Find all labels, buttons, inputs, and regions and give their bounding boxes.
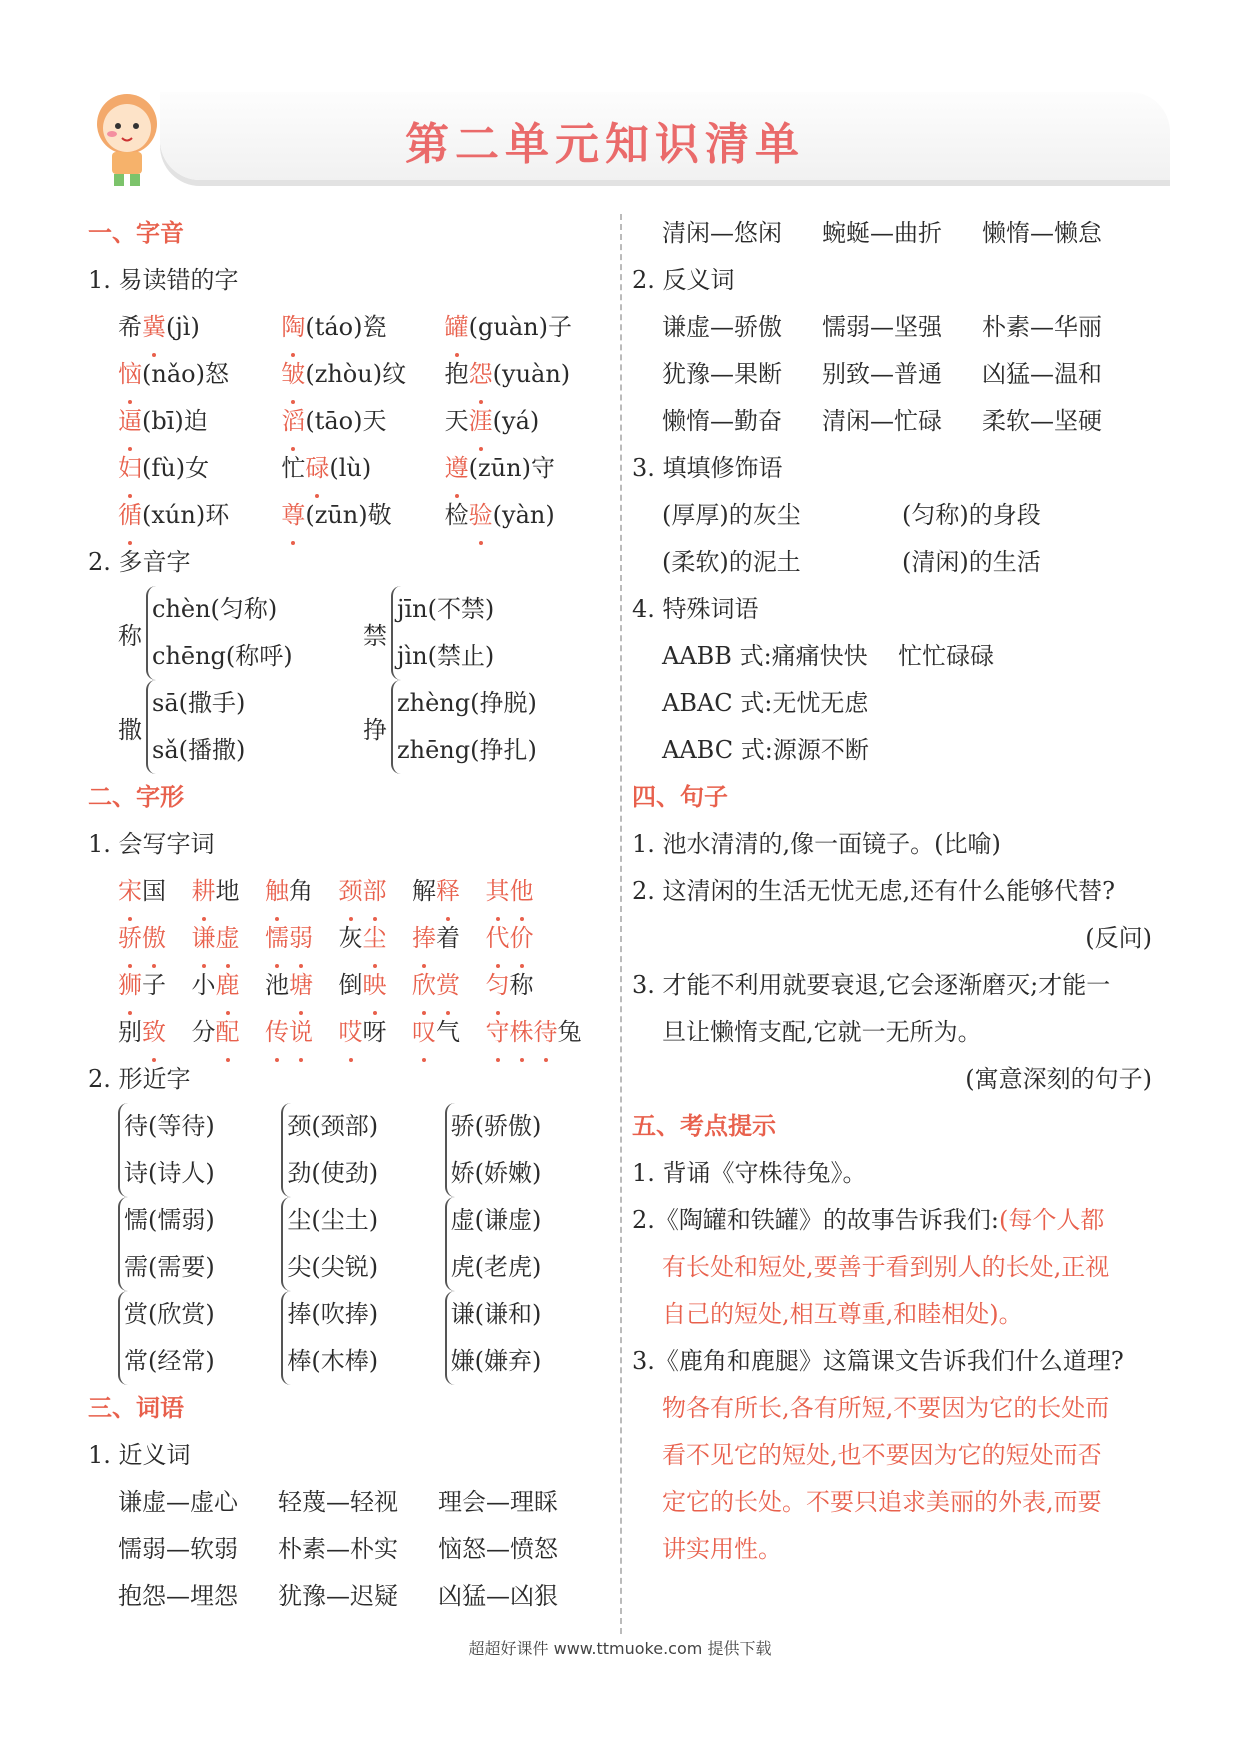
subsection-title: 2. 反义词 bbox=[632, 266, 735, 294]
synonym-row bbox=[88, 1526, 608, 1573]
similar-char-pair bbox=[118, 1103, 281, 1197]
similar-char-pair bbox=[281, 1291, 444, 1385]
character: 气 bbox=[436, 1018, 460, 1046]
pinyin: (lù) bbox=[329, 454, 372, 482]
word-item bbox=[265, 1009, 339, 1056]
character: 哎 bbox=[339, 1009, 363, 1056]
antonym-pair: 懦弱—坚强 bbox=[822, 313, 942, 341]
similar-char-list bbox=[88, 1103, 608, 1385]
special-word-line: AABC 式:源源不断 bbox=[662, 736, 869, 764]
tip-answer: 有长处和短处,要善于看到别人的长处,正视 bbox=[662, 1253, 1110, 1281]
similar-char-pair bbox=[281, 1103, 444, 1197]
character: 尊 bbox=[281, 492, 305, 539]
special-word-line: AABB 式:痛痛快快 忙忙碌碌 bbox=[662, 642, 995, 670]
character: 角 bbox=[289, 877, 313, 905]
synonym-pair: 蜿蜒—曲折 bbox=[822, 219, 942, 247]
character: 陶 bbox=[281, 304, 305, 351]
brace bbox=[281, 1197, 378, 1291]
similar-char: 赏(欣赏) bbox=[124, 1300, 215, 1328]
word-item bbox=[265, 915, 339, 962]
pinyin: (bī) bbox=[142, 407, 184, 435]
polyphone-item bbox=[363, 680, 608, 774]
character: 触 bbox=[265, 868, 289, 915]
polyphone-char: 挣 bbox=[363, 715, 387, 744]
brace bbox=[118, 1291, 215, 1385]
pronunciation-item bbox=[445, 351, 608, 398]
antonym-list bbox=[632, 304, 1172, 445]
pinyin: (tāo) bbox=[305, 407, 363, 435]
pronunciation-item bbox=[281, 304, 444, 351]
reading: chēng(称呼) bbox=[152, 642, 293, 670]
character: 敬 bbox=[367, 501, 392, 529]
synonym-pair: 犹豫—迟疑 bbox=[278, 1582, 398, 1610]
word-item bbox=[486, 1009, 609, 1056]
sentence-tag: (反问) bbox=[1085, 924, 1152, 952]
pronunciation-item bbox=[281, 398, 444, 445]
pronunciation-row bbox=[88, 445, 608, 492]
similar-char: 虎(老虎) bbox=[450, 1253, 542, 1281]
brace bbox=[445, 1103, 542, 1197]
character: 其 bbox=[486, 868, 510, 915]
pronunciation-item bbox=[118, 351, 281, 398]
word-item bbox=[412, 962, 486, 1009]
pronunciation-item bbox=[281, 492, 444, 539]
synonym-list bbox=[88, 1479, 608, 1620]
synonym-row bbox=[88, 1479, 608, 1526]
polyphone-item bbox=[363, 586, 608, 680]
character: 耕 bbox=[192, 868, 216, 915]
pronunciation-item bbox=[445, 398, 608, 445]
similar-char: 常(经常) bbox=[124, 1347, 215, 1375]
polyphone-item bbox=[118, 586, 363, 680]
character: 释 bbox=[436, 868, 460, 915]
character: 称 bbox=[509, 971, 534, 999]
word-item bbox=[486, 962, 609, 1009]
character: 傲 bbox=[142, 915, 166, 962]
modifier-item: (匀称)的身段 bbox=[902, 501, 1041, 529]
character: 验 bbox=[469, 492, 493, 539]
character: 循 bbox=[118, 492, 142, 539]
character: 地 bbox=[215, 877, 240, 905]
pronunciation-list bbox=[88, 304, 608, 539]
tip-item bbox=[632, 1197, 1172, 1244]
similar-char: 诗(诗人) bbox=[124, 1159, 215, 1187]
pronunciation-row bbox=[88, 304, 608, 351]
modifier-item: (厚厚)的灰尘 bbox=[662, 501, 801, 529]
character: 尘 bbox=[363, 915, 387, 962]
character: 呀 bbox=[362, 1018, 387, 1046]
pronunciation-item bbox=[118, 445, 281, 492]
character: 说 bbox=[289, 1009, 313, 1056]
tip-question: 2.《陶罐和铁罐》的故事告诉我们: bbox=[632, 1206, 999, 1234]
character: 着 bbox=[436, 924, 460, 952]
word-item bbox=[339, 962, 413, 1009]
pinyin: (nǎo) bbox=[142, 360, 205, 388]
similar-char: 待(等待) bbox=[124, 1112, 215, 1140]
modifier-item: (清闲)的生活 bbox=[902, 548, 1041, 576]
tip-item: 3.《鹿角和鹿腿》这篇课文告诉我们什么道理? bbox=[632, 1347, 1124, 1375]
character: 罐 bbox=[445, 304, 469, 351]
character: 他 bbox=[510, 868, 534, 915]
character: 骄 bbox=[118, 915, 142, 962]
character: 瓷 bbox=[362, 313, 387, 341]
synonym-row bbox=[88, 1573, 608, 1620]
antonym-pair: 清闲—忙碌 bbox=[822, 407, 942, 435]
character: 谦 bbox=[192, 915, 216, 962]
character: 天 bbox=[362, 407, 387, 435]
pinyin: (guàn) bbox=[468, 313, 548, 341]
character: 子 bbox=[142, 971, 166, 999]
sentence-item: 旦让懒惰支配,它就一无所为。 bbox=[662, 1018, 982, 1046]
pronunciation-item bbox=[118, 304, 281, 351]
word-item bbox=[412, 915, 486, 962]
word-item bbox=[192, 962, 266, 1009]
similar-char-pair bbox=[281, 1197, 444, 1291]
antonym-row bbox=[632, 304, 1172, 351]
subsection-title: 3. 填填修饰语 bbox=[632, 454, 783, 482]
synonym-pair: 清闲—悠闲 bbox=[662, 219, 782, 247]
sentence-item: 1. 池水清清的,像一面镜子。(比喻) bbox=[632, 830, 1001, 858]
brace bbox=[281, 1103, 378, 1197]
polyphone-char: 禁 bbox=[363, 621, 387, 650]
synonym-pair: 恼怒—愤怒 bbox=[438, 1535, 558, 1563]
character: 叹 bbox=[412, 1009, 436, 1056]
pinyin: (fù) bbox=[142, 454, 186, 482]
character: 致 bbox=[142, 1009, 166, 1056]
character: 守 bbox=[530, 454, 555, 482]
pronunciation-row bbox=[88, 398, 608, 445]
section-title-exam-tips: 五、考点提示 bbox=[632, 1112, 776, 1140]
modifier-row bbox=[632, 492, 1172, 539]
similar-char-row bbox=[88, 1197, 608, 1291]
pinyin: (zhòu) bbox=[305, 360, 383, 388]
pronunciation-item bbox=[445, 492, 608, 539]
subsection-title: 4. 特殊词语 bbox=[632, 595, 759, 623]
word-item bbox=[412, 1009, 486, 1056]
character: 价 bbox=[510, 915, 534, 962]
character: 池 bbox=[265, 971, 289, 999]
pronunciation-row bbox=[88, 351, 608, 398]
word-row bbox=[88, 868, 608, 915]
synonym-pair: 凶猛—凶狠 bbox=[438, 1582, 558, 1610]
word-item bbox=[192, 915, 266, 962]
character: 怨 bbox=[469, 351, 493, 398]
similar-char: 尖(尖锐) bbox=[287, 1253, 379, 1281]
word-row bbox=[88, 962, 608, 1009]
character: 株 bbox=[510, 1009, 534, 1056]
left-column bbox=[88, 210, 608, 1620]
antonym-pair: 谦虚—骄傲 bbox=[662, 313, 782, 341]
character: 颈 bbox=[339, 868, 363, 915]
character: 分 bbox=[191, 1018, 216, 1046]
synonym-pair: 抱怨—埋怨 bbox=[118, 1582, 238, 1610]
character: 虚 bbox=[216, 915, 240, 962]
similar-char: 谦(谦和) bbox=[450, 1300, 542, 1328]
antonym-pair: 柔软—坚硬 bbox=[982, 407, 1102, 435]
similar-char: 棒(木棒) bbox=[287, 1347, 379, 1375]
word-item bbox=[339, 1009, 413, 1056]
pinyin: (táo) bbox=[305, 313, 363, 341]
character: 女 bbox=[185, 454, 210, 482]
pronunciation-item bbox=[118, 398, 281, 445]
character: 环 bbox=[205, 501, 230, 529]
similar-char-pair bbox=[445, 1103, 608, 1197]
character: 塘 bbox=[289, 962, 313, 1009]
similar-char: 捧(吹捧) bbox=[287, 1300, 379, 1328]
character: 冀 bbox=[142, 304, 166, 351]
title-banner bbox=[160, 92, 1170, 180]
character: 别 bbox=[118, 1018, 142, 1046]
character: 赏 bbox=[436, 962, 460, 1009]
pinyin: (yuàn) bbox=[492, 360, 571, 388]
character: 狮 bbox=[118, 962, 142, 1009]
similar-char: 懦(懦弱) bbox=[124, 1206, 215, 1234]
sentence-item: 2. 这清闲的生活无忧无虑,还有什么能够代替? bbox=[632, 877, 1116, 905]
word-item bbox=[339, 915, 413, 962]
character: 弱 bbox=[289, 915, 313, 962]
pronunciation-row bbox=[88, 492, 608, 539]
similar-char: 骄(骄傲) bbox=[450, 1112, 542, 1140]
section-title-sentences: 四、句子 bbox=[632, 783, 728, 811]
reading: zhèng(挣脱) bbox=[397, 689, 537, 717]
character: 抱 bbox=[444, 360, 469, 388]
character: 皱 bbox=[281, 351, 305, 398]
footer-credit: 超超好课件 www.ttmuoke.com 提供下载 bbox=[468, 1639, 772, 1658]
character: 滔 bbox=[281, 398, 305, 445]
similar-char-pair bbox=[118, 1197, 281, 1291]
modifier-row bbox=[632, 539, 1172, 586]
synonym-pair: 懒惰—懒怠 bbox=[982, 219, 1102, 247]
reading: jìn(禁止) bbox=[397, 642, 495, 670]
character: 碌 bbox=[305, 445, 329, 492]
sentence-tag: (寓意深刻的句子) bbox=[965, 1065, 1152, 1093]
similar-char: 劲(使劲) bbox=[287, 1159, 379, 1187]
pronunciation-item bbox=[445, 445, 608, 492]
similar-char: 虚(谦虚) bbox=[450, 1206, 542, 1234]
tip-answer: 物各有所长,各有所短,不要因为它的长处而 bbox=[662, 1394, 1110, 1422]
section-title-shape: 二、字形 bbox=[88, 783, 184, 811]
similar-char-row bbox=[88, 1103, 608, 1197]
tip-answer: 看不见它的短处,也不要因为它的短处而否 bbox=[662, 1441, 1102, 1469]
brace bbox=[118, 1197, 215, 1291]
reading: sā(撒手) bbox=[152, 689, 246, 717]
character: 检 bbox=[444, 501, 469, 529]
synonym-pair: 谦虚—虚心 bbox=[118, 1488, 238, 1516]
sentence-item: 3. 才能不利用就要衰退,它会逐渐磨灭;才能一 bbox=[632, 971, 1111, 999]
character: 懦 bbox=[265, 915, 289, 962]
tip-answer: 自己的短处,相互尊重,和睦相处)。 bbox=[662, 1300, 1023, 1328]
synonym-row bbox=[632, 210, 1172, 257]
word-item bbox=[265, 868, 339, 915]
antonym-row bbox=[632, 351, 1172, 398]
synonym-pair: 懦弱—软弱 bbox=[118, 1535, 238, 1563]
character: 希 bbox=[118, 313, 142, 341]
character: 迫 bbox=[183, 407, 208, 435]
word-item bbox=[412, 868, 486, 915]
character: 纹 bbox=[382, 360, 407, 388]
tip-answer: 讲实用性。 bbox=[662, 1535, 782, 1563]
synonym-pair: 轻蔑—轻视 bbox=[278, 1488, 398, 1516]
character: 怒 bbox=[204, 360, 229, 388]
antonym-pair: 别致—普通 bbox=[822, 360, 942, 388]
subsection-title: 2. 形近字 bbox=[88, 1065, 191, 1093]
tip-answer: 定它的长处。不要只追求美丽的外表,而要 bbox=[662, 1488, 1102, 1516]
subsection-title: 1. 会写字词 bbox=[88, 830, 215, 858]
character: 鹿 bbox=[216, 962, 240, 1009]
similar-char-pair bbox=[445, 1291, 608, 1385]
character: 映 bbox=[363, 962, 387, 1009]
pinyin: (jì) bbox=[166, 313, 200, 341]
antonym-row bbox=[632, 398, 1172, 445]
similar-char-pair bbox=[118, 1291, 281, 1385]
character: 遵 bbox=[445, 445, 469, 492]
synonym-pair: 理会—理睬 bbox=[438, 1488, 558, 1516]
word-row bbox=[88, 915, 608, 962]
reading: zhēng(挣扎) bbox=[397, 736, 537, 764]
character: 涯 bbox=[469, 398, 493, 445]
character: 传 bbox=[265, 1009, 289, 1056]
antonym-pair: 朴素—华丽 bbox=[982, 313, 1102, 341]
character: 宋 bbox=[118, 868, 142, 915]
character: 守 bbox=[486, 1009, 510, 1056]
polyphone-char: 称 bbox=[118, 621, 142, 650]
word-item bbox=[118, 1009, 192, 1056]
subsection-title: 1. 近义词 bbox=[88, 1441, 191, 1469]
similar-char-row bbox=[88, 1291, 608, 1385]
tip-answer: (每个人都 bbox=[998, 1206, 1105, 1234]
reading: sǎ(播撒) bbox=[152, 736, 246, 764]
character: 欣 bbox=[412, 962, 436, 1009]
brace bbox=[281, 1291, 378, 1385]
reading: chèn(匀称) bbox=[152, 595, 278, 623]
character: 捧 bbox=[412, 915, 436, 962]
word-item bbox=[118, 915, 192, 962]
character: 忙 bbox=[281, 454, 306, 482]
section-title-pronunciation: 一、字音 bbox=[88, 219, 184, 247]
word-item bbox=[192, 1009, 266, 1056]
pinyin: (yàn) bbox=[492, 501, 555, 529]
subsection-title: 1. 易读错的字 bbox=[88, 266, 239, 294]
word-item bbox=[339, 868, 413, 915]
polyphone-row bbox=[88, 680, 608, 774]
brace bbox=[445, 1197, 542, 1291]
synonym-pair: 朴素—朴实 bbox=[278, 1535, 398, 1563]
pronunciation-item bbox=[118, 492, 281, 539]
character: 匀 bbox=[486, 962, 510, 1009]
character: 国 bbox=[142, 877, 166, 905]
pronunciation-item bbox=[445, 304, 608, 351]
word-item bbox=[265, 962, 339, 1009]
character: 逼 bbox=[118, 398, 142, 445]
word-item bbox=[118, 868, 192, 915]
similar-char: 嫌(嫌弃) bbox=[450, 1347, 542, 1375]
word-item bbox=[486, 868, 609, 915]
special-word-line: ABAC 式:无忧无虑 bbox=[662, 689, 869, 717]
similar-char: 颈(颈部) bbox=[287, 1112, 379, 1140]
polyphone-char: 撒 bbox=[118, 715, 142, 744]
subsection-title: 2. 多音字 bbox=[88, 548, 191, 576]
pronunciation-item bbox=[281, 351, 444, 398]
character: 代 bbox=[486, 915, 510, 962]
word-item bbox=[192, 868, 266, 915]
word-item bbox=[118, 962, 192, 1009]
page-title: 第二单元知识清单 bbox=[405, 119, 805, 170]
character: 待 bbox=[534, 1009, 558, 1056]
antonym-pair: 懒惰—勤奋 bbox=[662, 407, 782, 435]
antonym-pair: 凶猛—温和 bbox=[982, 360, 1102, 388]
character: 子 bbox=[547, 313, 572, 341]
similar-char: 需(需要) bbox=[124, 1253, 215, 1281]
pinyin: (zūn) bbox=[305, 501, 368, 529]
similar-char-pair bbox=[445, 1197, 608, 1291]
brace bbox=[118, 1103, 215, 1197]
brace bbox=[445, 1291, 542, 1385]
reading: jīn(不禁) bbox=[397, 595, 495, 623]
pinyin: (xún) bbox=[142, 501, 206, 529]
pronunciation-item bbox=[281, 445, 444, 492]
character: 恼 bbox=[118, 351, 142, 398]
word-item bbox=[486, 915, 609, 962]
character: 倒 bbox=[338, 971, 363, 999]
character: 灰 bbox=[338, 924, 363, 952]
right-column bbox=[632, 210, 1172, 1573]
writing-word-list bbox=[88, 868, 608, 1056]
character: 解 bbox=[412, 877, 436, 905]
polyphone-item bbox=[118, 680, 363, 774]
character: 配 bbox=[216, 1009, 240, 1056]
polyphone-row bbox=[88, 586, 608, 680]
character: 妇 bbox=[118, 445, 142, 492]
pinyin: (yá) bbox=[492, 407, 540, 435]
character: 小 bbox=[191, 971, 216, 999]
character: 兔 bbox=[557, 1018, 582, 1046]
tip-item: 1. 背诵《守株待兔》。 bbox=[632, 1159, 867, 1187]
similar-char: 娇(娇嫩) bbox=[450, 1159, 542, 1187]
word-row bbox=[88, 1009, 608, 1056]
section-title-words: 三、词语 bbox=[88, 1394, 184, 1422]
character: 天 bbox=[444, 407, 469, 435]
modifier-item: (柔软)的泥土 bbox=[662, 548, 801, 576]
similar-char: 尘(尘土) bbox=[287, 1206, 379, 1234]
antonym-pair: 犹豫—果断 bbox=[662, 360, 782, 388]
column-divider bbox=[620, 214, 622, 1634]
pinyin: (zūn) bbox=[468, 454, 531, 482]
character: 部 bbox=[363, 868, 387, 915]
